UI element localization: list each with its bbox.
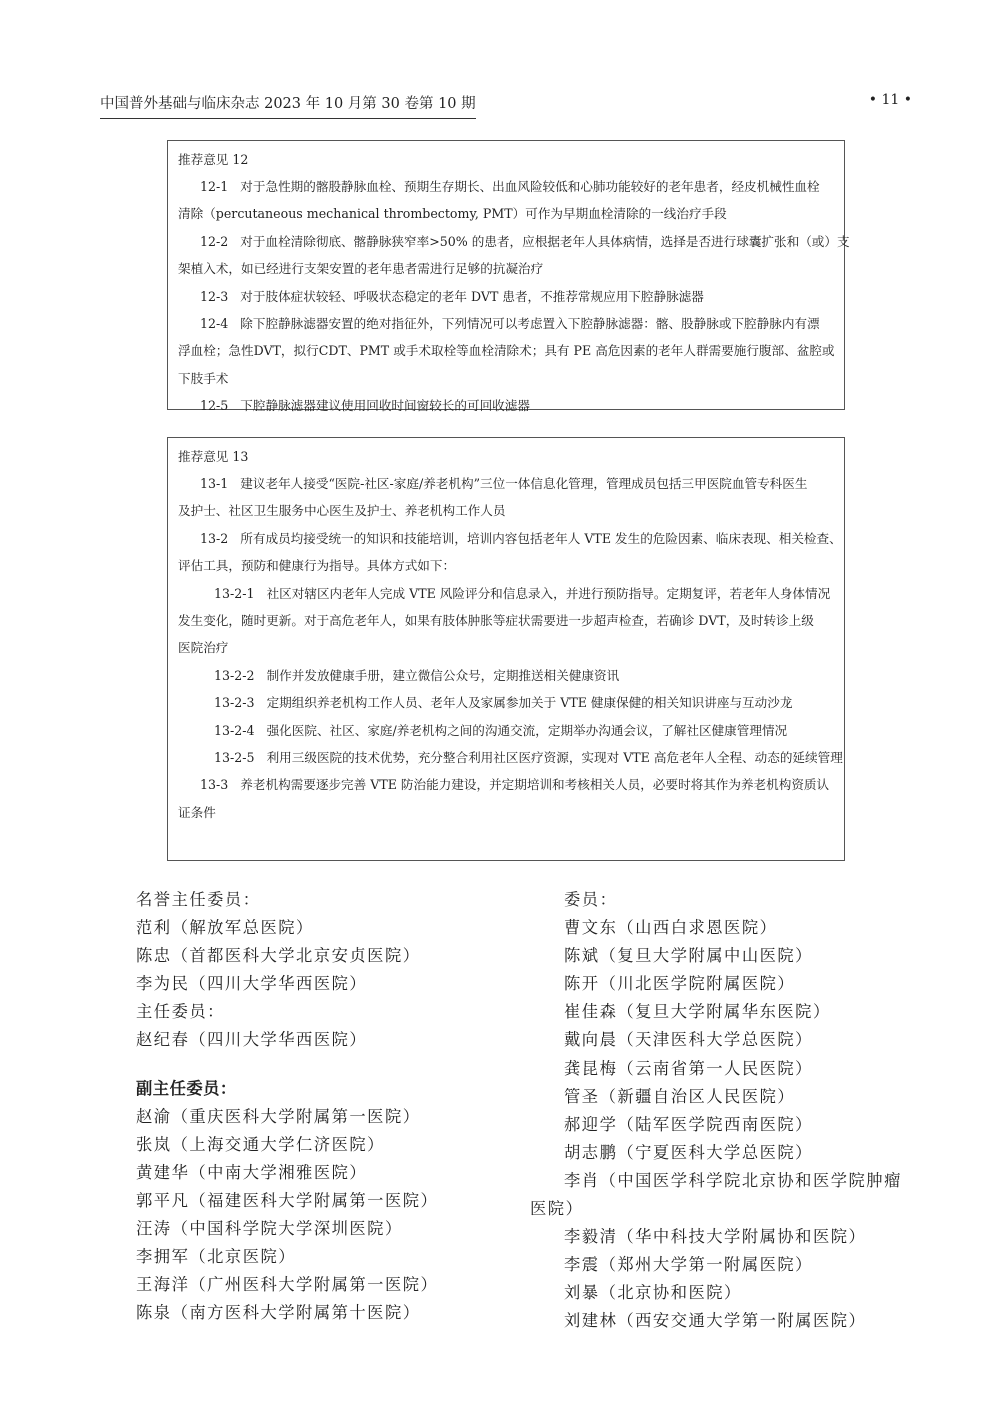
committee-entry: 李毅清（华中科技大学附属协和医院）	[564, 1227, 867, 1247]
committee-entry: 李为民（四川大学华西医院）	[136, 974, 368, 994]
committee-entry: 李拥军（北京医院）	[136, 1247, 297, 1267]
item-text: 强化医院、社区、家庭/养老机构之间的沟通交流，定期举办沟通会议，了解社区健康管理情况	[266, 722, 788, 738]
recommendation-item-line	[178, 255, 834, 282]
item-number: 13-2-2	[214, 667, 255, 683]
item-text: 下腔静脉滤器建议使用回收时间窗较长的可回收滤器	[240, 398, 530, 414]
item-text: 评估工具，预防和健康行为指导。具体方式如下：	[178, 558, 456, 574]
chair-heading: 主任委员：	[136, 1002, 225, 1022]
recommendation-item-line	[178, 744, 843, 771]
recommendation-item-line	[178, 228, 850, 255]
item-number: 12-1	[200, 179, 229, 194]
committee-entry: 胡志鹏（宁夏医科大学总医院）	[564, 1142, 813, 1162]
item-text: 制作并发放健康手册，建立微信公众号，定期推送相关健康资讯	[266, 667, 620, 683]
committee-entry: 戴向晨（天津医科大学总医院）	[564, 1030, 813, 1050]
committee-entry: 李震（郑州大学第一附属医院）	[564, 1255, 813, 1275]
honorary-chair-heading: 名誉主任委员：	[136, 890, 261, 909]
item-number: 13-1	[200, 476, 229, 491]
recommendation-item-line	[178, 634, 834, 661]
item-number: 13-2-5	[214, 750, 255, 766]
recommendation-item-line	[178, 607, 834, 634]
item-text: 利用三级医院的技术优势，充分整合利用社区医疗资源，实现对 VTE 高危老年人全程、动态的延续管理	[266, 750, 843, 766]
committee-entry: 龚昆梅（云南省第一人民医院）	[564, 1058, 813, 1078]
item-text: 建议老年人接受“医院-社区-家庭/养老机构”三位一体信息化管理，管理成员包括三甲医院血管专科医生	[240, 476, 808, 491]
item-text: 架植入术，如已经进行支架安置的老年患者需进行足够的抗凝治疗	[178, 261, 544, 277]
committee-entry: 管圣（新疆自治区人民医院）	[564, 1086, 796, 1106]
item-text: 清除（percutaneous mechanical thrombectomy, PMT）可作为早期血栓清除的一线治疗手段	[178, 206, 727, 222]
recommendation-item-line	[178, 689, 834, 716]
committee-entry-continued: 医院）	[530, 1199, 584, 1219]
recommendation-item-line	[178, 470, 834, 497]
item-number: 13-2-1	[214, 585, 255, 601]
committee-entry: 郝迎学（陆军医学院西南医院）	[564, 1114, 813, 1134]
committee-entry: 汪涛（中国科学院大学深圳医院）	[136, 1219, 403, 1239]
committee-entry: 刘暴（北京协和医院）	[564, 1283, 742, 1303]
item-number: 13-2-4	[214, 722, 255, 738]
recommendation-12-box	[167, 140, 850, 414]
item-text: 社区对辖区内老年人完成 VTE 风险评分和信息录入，并进行预防指导。定期复评，若老年人身体情况	[266, 585, 831, 601]
committee-entry: 曹文东（山西白求恩医院）	[564, 918, 778, 938]
recommendation-item-line	[178, 310, 834, 337]
recommendation-item-line	[178, 365, 834, 392]
item-text: 医院治疗	[178, 640, 229, 656]
item-text: 对于肢体症状较轻、呼吸状态稳定的老年 DVT 患者，不推荐常规应用下腔静脉滤器	[240, 288, 704, 304]
journal-title: 中国普外基础与临床杂志 2023 年 10 月第 30 卷第 10 期	[100, 92, 476, 119]
item-number: 12-2	[200, 233, 229, 249]
recommendation-item-line	[178, 392, 834, 419]
committee-entry: 张岚（上海交通大学仁济医院）	[136, 1134, 385, 1154]
recommendation-item-line	[178, 173, 834, 200]
page-number: • 11 •	[868, 92, 912, 108]
item-text: 发生变化，随时更新。对于高危老年人，如果有肢体肿胀等症状需要进一步超声检查，若确诊 DVT，及时转诊上级	[178, 613, 814, 629]
recommendation-item-line	[178, 717, 834, 744]
item-number: 13-2-3	[214, 695, 255, 711]
committee-entry: 陈泉（南方医科大学附属第十医院）	[136, 1303, 421, 1323]
item-text: 所有成员均接受统一的知识和技能培训，培训内容包括老年人 VTE 发生的危险因素、临床表现、相关检查、	[240, 530, 842, 546]
item-number: 12-3	[200, 288, 229, 304]
item-text: 对于血栓清除彻底、髂静脉狭窄率>50% 的患者，应根据老年人具体病情，选择是否进行球囊扩张和（或）支	[240, 233, 850, 249]
item-text: 定期组织养老机构工作人员、老年人及家属参加关于 VTE 健康保健的相关知识讲座与互动沙龙	[266, 695, 793, 711]
committee-entry: 李肖（中国医学科学院北京协和医学院肿瘤	[564, 1170, 902, 1190]
item-number: 12-4	[200, 316, 229, 332]
item-number: 13-2	[200, 530, 229, 546]
item-text: 养老机构需要逐步完善 VTE 防治能力建设，并定期培训和考核相关人员，必要时将其作为养老机构资质认	[240, 777, 830, 793]
members-heading: 委员：	[564, 890, 618, 909]
item-number: 12-5	[200, 398, 229, 414]
committee-entry: 崔佳森（复旦大学附属华东医院）	[564, 1002, 831, 1022]
committee-entry: 刘建林（西安交通大学第一附属医院）	[564, 1311, 867, 1331]
committee-entry: 赵纪春（四川大学华西医院）	[136, 1030, 368, 1050]
committee-entry: 陈斌（复旦大学附属中山医院）	[564, 946, 813, 966]
recommendation-item-line	[178, 283, 834, 310]
recommendation-item-line	[178, 552, 834, 579]
recommendation-item-line	[178, 799, 834, 826]
committee-right-column	[530, 886, 930, 1336]
recommendation-item-line	[178, 525, 842, 552]
committee-entry: 陈开（川北医学院附属医院）	[564, 974, 796, 994]
recommendation-item-line	[178, 662, 834, 689]
recommendation-item-line	[178, 580, 834, 607]
item-text: 除下腔静脉滤器安置的绝对指征外，下列情况可以考虑置入下腔静脉滤器：髂、股静脉或下腔静脉内有漂	[240, 316, 820, 332]
running-header	[100, 92, 912, 118]
item-text: 证条件	[178, 804, 216, 820]
item-text: 对于急性期的髂股静脉血栓、预期生存期长、出血风险较低和心肺功能较好的老年患者，经皮机械性血栓	[240, 179, 820, 194]
committee-entry: 范利（解放军总医院）	[136, 918, 314, 938]
recommendation-item-line	[178, 337, 834, 364]
committee-entry: 黄建华（中南大学湘雅医院）	[136, 1162, 368, 1182]
recommendation-12-title: 推荐意见 12	[178, 152, 249, 167]
vice-chair-heading: 副主任委员：	[136, 1078, 237, 1098]
committee-entry: 王海洋（广州医科大学附属第一医院）	[136, 1275, 439, 1295]
item-text: 下肢手术	[178, 370, 229, 386]
recommendation-item-line	[178, 497, 834, 524]
committee-left-column	[136, 886, 526, 1327]
recommendation-item-line	[178, 771, 834, 798]
recommendation-item-line	[178, 200, 834, 227]
committee-entry: 赵渝（重庆医科大学附属第一医院）	[136, 1106, 421, 1126]
recommendation-13-title: 推荐意见 13	[178, 449, 249, 464]
committee-entry: 陈忠（首都医科大学北京安贞医院）	[136, 946, 421, 966]
committee-entry: 郭平凡（福建医科大学附属第一医院）	[136, 1190, 439, 1210]
item-text: 浮血栓；急性DVT，拟行CDT、PMT 或手术取栓等血栓清除术；具有 PE 高危因素的老年人群需要施行腹部、盆腔或	[178, 343, 835, 359]
recommendation-13-box	[167, 437, 845, 861]
item-number: 13-3	[200, 777, 229, 793]
item-text: 及护士、社区卫生服务中心医生及护士、养老机构工作人员	[178, 503, 506, 519]
